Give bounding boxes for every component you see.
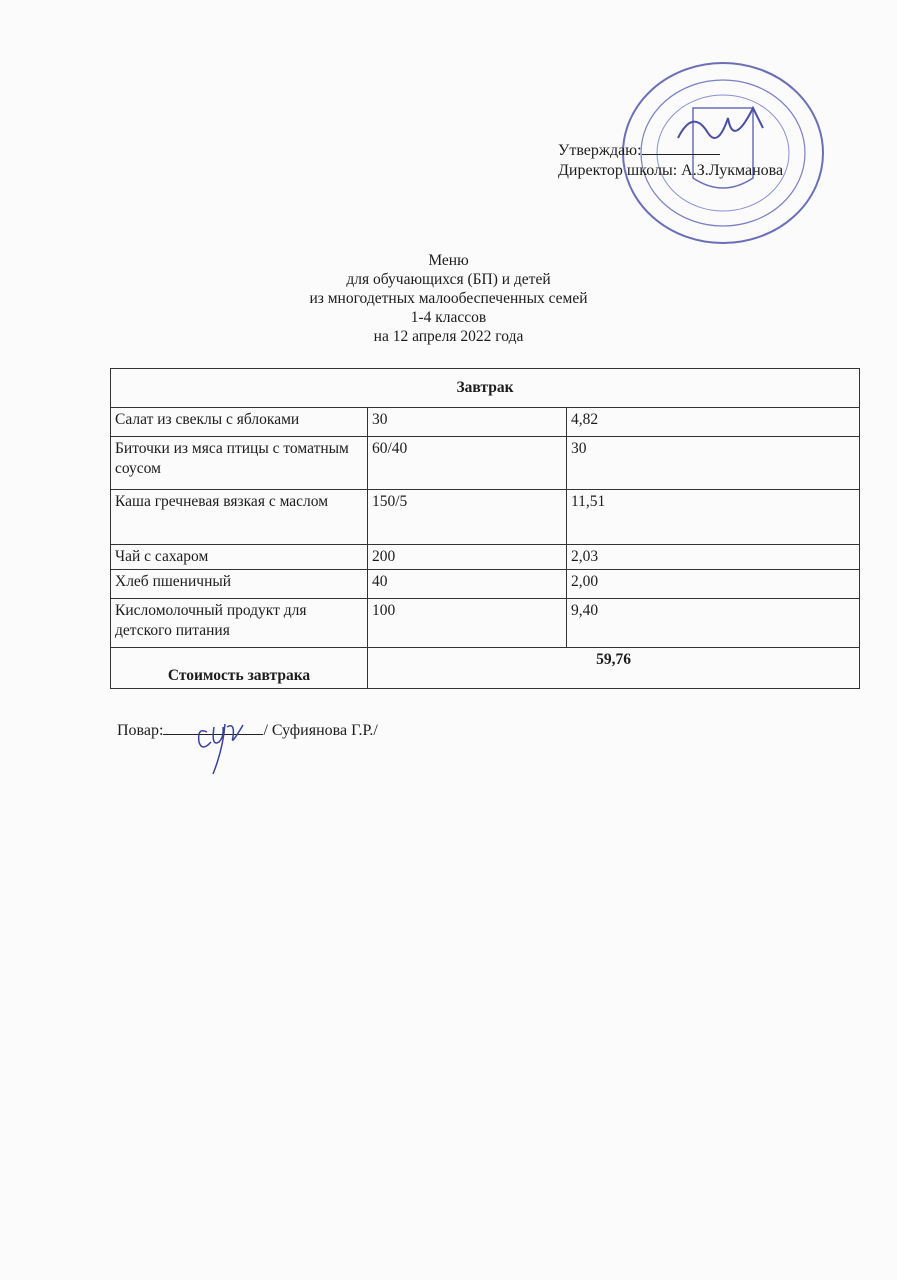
dish-price: 30 (567, 437, 860, 490)
menu-table (110, 368, 860, 689)
total-label: Стоимость завтрака (111, 648, 368, 689)
table-row (111, 599, 860, 648)
table-row (111, 437, 860, 490)
dish-portion: 40 (368, 570, 567, 599)
table-row (111, 490, 860, 545)
dish-portion: 60/40 (368, 437, 567, 490)
dish-name: Хлеб пшеничный (111, 570, 368, 599)
dish-name: Кисломолочный продукт для детского питания (111, 599, 368, 648)
table-row (111, 408, 860, 437)
menu-title (0, 251, 897, 346)
dish-price: 11,51 (567, 490, 860, 545)
dish-price: 2,03 (567, 545, 860, 570)
dish-name: Каша гречневая вязкая с маслом (111, 490, 368, 545)
dish-name: Биточки из мяса птицы с томатным соусом (111, 437, 368, 490)
title-line: для обучающихся (БП) и детей (346, 271, 551, 288)
dish-portion: 150/5 (368, 490, 567, 545)
dish-portion: 100 (368, 599, 567, 648)
table-row (111, 545, 860, 570)
dish-portion: 200 (368, 545, 567, 570)
approval-label: Утверждаю: (558, 142, 642, 159)
dish-name: Чай с сахаром (111, 545, 368, 570)
dish-portion: 30 (368, 408, 567, 437)
title-line: Меню (428, 252, 469, 269)
title-line: 1-4 классов (410, 309, 487, 326)
dish-price: 4,82 (567, 408, 860, 437)
dish-name: Салат из свеклы с яблоками (111, 408, 368, 437)
approval-block (558, 140, 783, 181)
section-header: Завтрак (111, 369, 860, 408)
signature-line (642, 140, 720, 155)
table-row (111, 570, 860, 599)
cook-label: Повар: (117, 722, 164, 739)
dish-price: 9,40 (567, 599, 860, 648)
total-value: 59,76 (368, 648, 860, 689)
title-line: на 12 апреля 2022 года (373, 328, 524, 345)
dish-price: 2,00 (567, 570, 860, 599)
total-row (111, 648, 860, 689)
cook-signature (192, 712, 252, 782)
cook-name: / Суфиянова Г.Р./ (263, 722, 378, 739)
title-line: из многодетных малообеспеченных семей (309, 290, 588, 307)
director-name: Директор школы: А.З.Лукманова (558, 162, 784, 179)
